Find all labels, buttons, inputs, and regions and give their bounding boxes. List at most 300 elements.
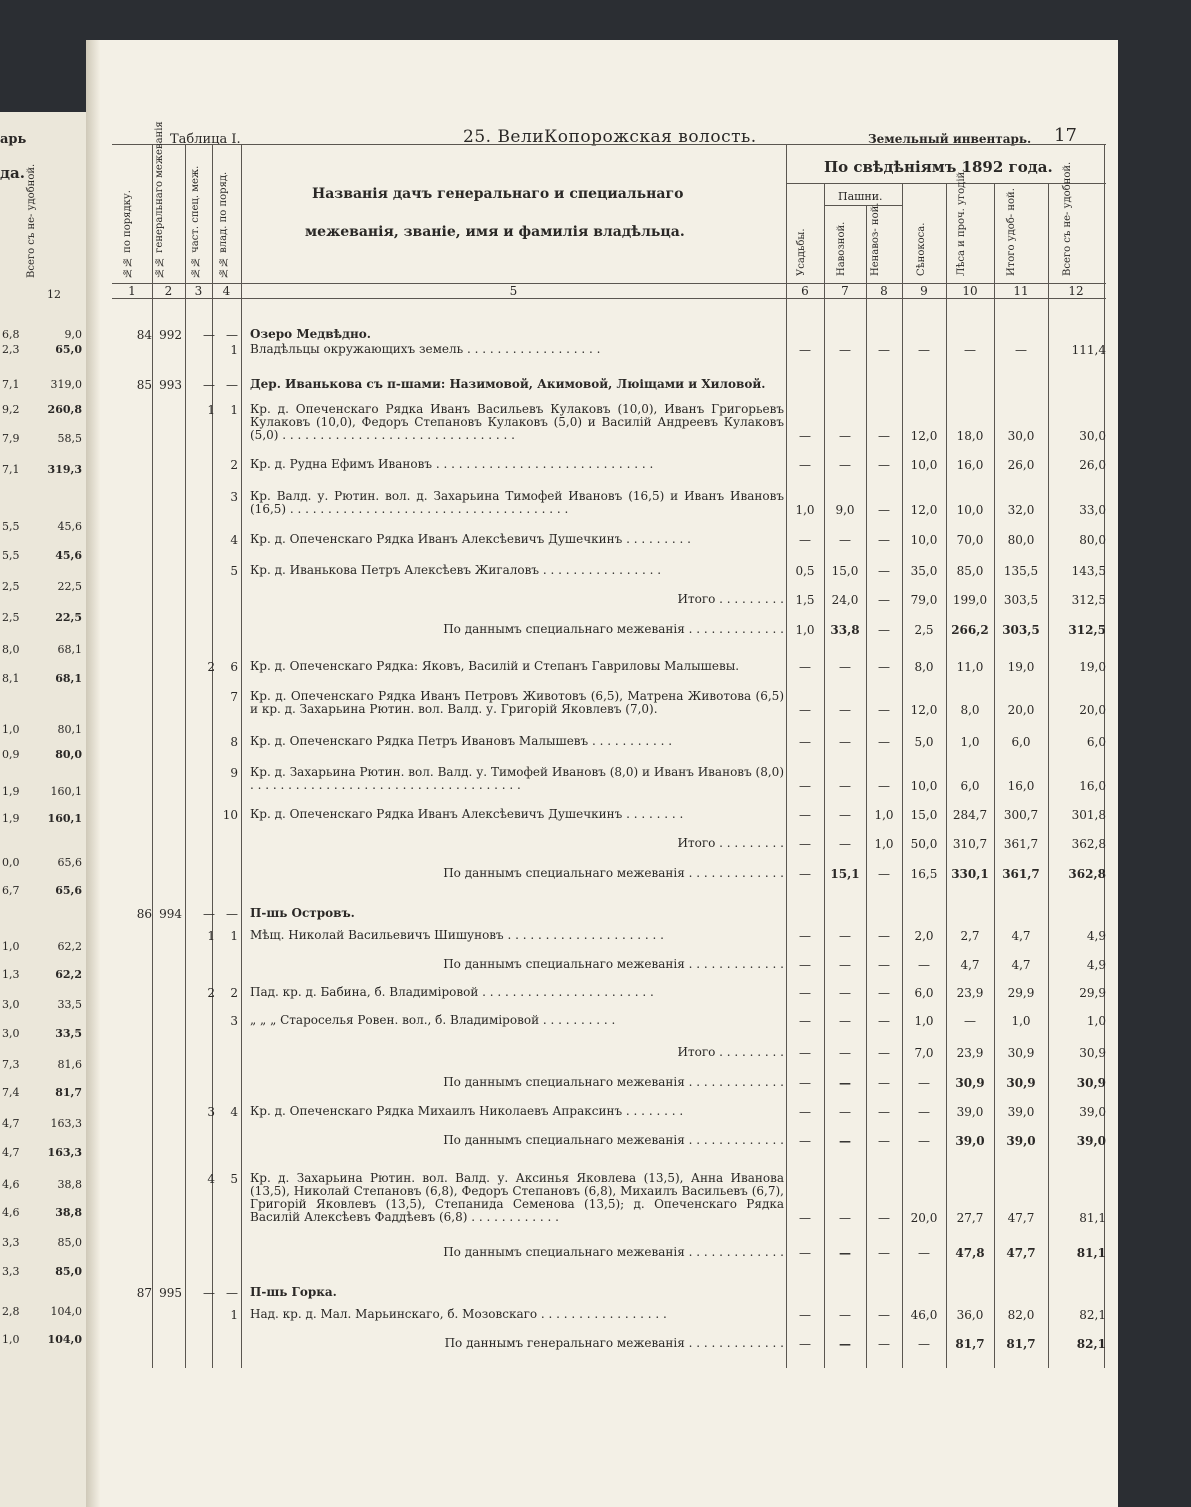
row-value-v12: 39,0 [1076,1134,1106,1148]
owner-entry: По даннымъ специальнаго межеванія . . . . . . . . . . . . . [443,957,784,971]
left-page-value: 1,0 [2,723,20,736]
row-value-v9: — [918,1076,930,1090]
row-value-v7: 24,0 [831,593,859,607]
row-value-v12: 362,8 [1068,867,1106,881]
column-number: 7 [841,284,849,298]
owner-entry: Кр. д. Опеченскаго Рядка Михаилъ Николаевъ Апраксинъ . . . . . . . . [250,1104,684,1118]
row-value-v6: — [799,958,811,972]
row-value-v7: — [839,779,851,793]
row-value-v7: — [839,1246,851,1260]
row-value-v6: — [799,703,811,717]
row-c3-cell: — [203,907,215,921]
row-value-v8: — [878,1337,890,1351]
row-c3-cell: 1 [207,403,215,417]
col-divider-4 [241,144,242,1368]
row-value-v12: 20,0 [1079,703,1106,717]
row-value-v9: 2,0 [914,929,934,943]
column-number-rule [112,298,1106,299]
row-value-v12: 1,0 [1086,1014,1106,1028]
row-c3-cell: 3 [207,1105,215,1119]
row-value-v12: 16,0 [1079,779,1106,793]
row-value-v7: — [839,1211,851,1225]
row-value-v7: — [839,1046,851,1060]
row-value-v7: — [839,458,851,472]
left-page-total: 68,1 [57,643,82,656]
row-value-v8: — [878,623,890,637]
row-value-v10: 8,0 [960,703,980,717]
column-number: 9 [920,284,928,298]
column-number: 2 [164,284,173,298]
section-label: Земельный инвентарь. [868,132,1032,146]
row-c2-cell: 994 [159,907,182,921]
left-page-total: 62,2 [55,968,82,981]
left-page-total: 33,5 [55,1027,82,1040]
row-value-v12: 33,0 [1079,503,1106,517]
row-value-v11: 361,7 [1002,867,1040,881]
row-value-v10: — [964,1014,976,1028]
left-page-total: 81,6 [57,1058,82,1071]
owner-entry: Кр. д. Опеченскаго Рядка Иванъ Петровъ Животовъ (6,5), Матрена Животова (6,5) и кр. д. Захарьина Рютин. вол. Валд. у. Григорій Яковлевъ (7,0). [250,689,784,716]
owner-entry: Итого . . . . . . . . . [677,836,784,850]
col-divider-6 [824,183,825,1368]
row-value-v12: 26,0 [1079,458,1106,472]
row-value-v9: 10,0 [910,533,938,547]
row-value-v10: 199,0 [952,593,988,607]
col-header-c2: №№ генеральнаго межеванія [154,121,165,278]
owner-entry: По даннымъ генеральнаго межеванія . . . . . . . . . . . . . [444,1336,784,1350]
left-page-total: 160,1 [50,785,82,798]
row-value-v11: 300,7 [1003,808,1039,822]
row-value-v8: — [878,533,890,547]
row-value-v11: 361,7 [1003,837,1039,851]
row-c4-cell: — [226,328,238,342]
row-value-v12: 81,1 [1076,1246,1106,1260]
row-c4-cell: — [226,378,238,392]
left-page-total: 104,0 [47,1333,82,1346]
row-value-v6: — [799,1308,811,1322]
left-page-total: 319,0 [50,378,82,391]
row-value-v10: 23,9 [956,986,984,1000]
left-page-total: 22,5 [57,580,82,593]
owner-entry: По даннымъ специальнаго межеванія . . . . . . . . . . . . . [443,866,784,880]
row-c4-cell: — [226,907,238,921]
left-page-total: 65,6 [57,856,82,869]
row-c4-cell: 6 [230,660,238,674]
row-value-v11: 80,0 [1007,533,1035,547]
row-value-v11: 1,0 [1011,1014,1031,1028]
row-value-v8: 1,0 [874,808,894,822]
row-value-v6: — [799,1246,811,1260]
owner-entry: „ „ „ Староселья Ровен. вол., б. Владиміровой . . . . . . . . . . [250,1013,616,1027]
col-header-name-line2: межеванія, званіе, имя и фамилія владѣльца. [305,224,685,240]
col-divider-5 [786,144,787,1368]
row-c3-cell: 1 [207,929,215,943]
row-value-v7: — [839,1076,851,1090]
row-value-v12: 362,8 [1071,837,1106,851]
row-value-v8: — [878,1105,890,1119]
row-value-v11: 30,0 [1007,429,1035,443]
owner-entry: По даннымъ специальнаго межеванія . . . . . . . . . . . . . [443,1075,784,1089]
row-c4-cell: 8 [230,735,238,749]
row-value-v11: 4,7 [1011,929,1031,943]
row-value-v10: 47,8 [955,1246,985,1260]
row-value-v12: 30,9 [1076,1076,1106,1090]
left-page-total: 33,5 [57,998,82,1011]
row-c3-cell: 4 [207,1172,215,1186]
row-c4-cell: 5 [230,564,238,578]
left-page-value: 1,0 [2,940,20,953]
row-value-v6: — [799,837,811,851]
row-value-v11: 4,7 [1011,958,1031,972]
row-c4-cell: 1 [230,1308,238,1322]
left-page-value: 4,7 [2,1146,20,1159]
col-header-c9: Сѣнокоса. [916,222,927,276]
left-page-fragment [0,112,86,1507]
row-c2-cell: 992 [159,328,182,342]
left-page-title: арь [0,132,27,147]
col-header-name-line1: Названія дачъ генеральнаго и специальнаго [312,186,684,202]
row-value-v9: 50,0 [910,837,938,851]
left-page-value: 2,5 [2,580,20,593]
row-value-v10: 16,0 [956,458,984,472]
row-value-v12: 301,8 [1071,808,1106,822]
owner-entry: Кр. д. Иванькова Петръ Алексѣевъ Жигаловъ . . . . . . . . . . . . . . . . [250,563,662,577]
column-number: 8 [880,284,888,298]
row-value-v12: 4,9 [1086,929,1106,943]
row-value-v8: — [878,1308,890,1322]
row-value-v11: 303,5 [1002,623,1040,637]
left-page-total: 163,3 [47,1146,82,1159]
row-value-v9: 8,0 [914,660,934,674]
col-header-c10: Лѣса и проч. угодій. [956,168,967,276]
row-value-v10: 30,9 [955,1076,985,1090]
row-value-v6: — [799,867,811,881]
estate-heading: Дер. Иванькова съ п-шами: Назимовой, Акимовой, Люіщами и Хиловой. [250,377,766,391]
left-page-value: 2,3 [2,343,20,356]
row-value-v12: 39,0 [1079,1105,1106,1119]
left-page-value: 5,5 [2,520,20,533]
row-value-v8: — [878,1246,890,1260]
left-page-value: 1,9 [2,812,20,825]
left-page-value: 7,1 [2,378,20,391]
col-header-c7: Навозной. [836,221,847,276]
left-page-total: 260,8 [47,403,82,416]
left-page-value: 6,8 [2,328,20,341]
row-value-v8: — [878,779,890,793]
row-c3-cell: 2 [207,660,215,674]
owner-entry: Кр. д. Опеченскаго Рядка Иванъ Алексѣевичъ Душечкинъ . . . . . . . . [250,807,684,821]
row-value-v8: — [878,1211,890,1225]
left-page-value: 5,5 [2,549,20,562]
row-value-v12: 6,0 [1086,735,1106,749]
row-value-v8: — [878,564,890,578]
row-value-v10: 27,7 [956,1211,984,1225]
row-value-v6: — [799,735,811,749]
estate-heading: П-шь Островъ. [250,906,355,920]
row-value-v12: 82,1 [1079,1308,1106,1322]
row-value-v9: 7,0 [914,1046,934,1060]
row-value-v6: — [799,1134,811,1148]
year-group-header: По свѣдѣніямъ 1892 года. [824,158,1053,176]
left-page-value: 3,0 [2,998,20,1011]
row-value-v11: 29,9 [1007,986,1035,1000]
row-value-v9: 35,0 [910,564,938,578]
left-page-value: 2,5 [2,611,20,624]
row-value-v9: 2,5 [914,623,934,637]
column-number: 4 [222,284,231,298]
left-page-total: 104,0 [50,1305,82,1318]
row-value-v6: — [799,429,811,443]
row-value-v7: — [839,343,851,357]
row-value-v7: — [839,837,851,851]
row-value-v6: — [799,1211,811,1225]
left-page-total: 38,8 [57,1178,82,1191]
row-value-v12: 312,5 [1068,623,1106,637]
row-value-v10: 10,0 [956,503,984,517]
left-page-total: 160,1 [47,812,82,825]
row-value-v10: 1,0 [960,735,980,749]
row-value-v7: — [839,429,851,443]
row-value-v6: — [799,1076,811,1090]
row-value-v10: 18,0 [956,429,984,443]
book-gutter [86,40,100,1507]
row-value-v7: — [839,986,851,1000]
row-value-v11: 32,0 [1007,503,1035,517]
row-value-v8: — [878,735,890,749]
row-value-v10: 330,1 [951,867,989,881]
owner-entry: По даннымъ специальнаго межеванія . . . . . . . . . . . . . [443,1133,784,1147]
row-value-v9: 79,0 [910,593,938,607]
row-value-v8: — [878,660,890,674]
row-value-v6: — [799,929,811,943]
row-value-v12: 143,5 [1071,564,1106,578]
row-value-v11: 39,0 [1007,1105,1035,1119]
row-c1-cell: 85 [136,378,152,392]
row-value-v9: — [918,1337,930,1351]
column-number: 11 [1013,284,1029,298]
row-value-v6: — [799,779,811,793]
row-value-v11: 303,5 [1003,593,1039,607]
left-page-total: 45,6 [57,520,82,533]
row-value-v11: 16,0 [1007,779,1035,793]
row-value-v10: 39,0 [956,1105,984,1119]
row-value-v9: — [918,958,930,972]
left-page-total: 80,1 [57,723,82,736]
row-c1-cell: 86 [136,907,152,921]
row-value-v12: 29,9 [1079,986,1106,1000]
row-value-v12: 30,9 [1079,1046,1106,1060]
row-value-v10: 6,0 [960,779,980,793]
column-number: 1 [128,284,136,298]
col-header-c3: №№ част. спец. меж. [190,165,201,278]
left-page-subtitle: да. [0,164,25,182]
left-page-value: 1,9 [2,785,20,798]
row-value-v9: 10,0 [910,458,938,472]
row-value-v9: 6,0 [914,986,934,1000]
row-value-v11: 30,9 [1007,1046,1035,1060]
row-value-v12: 111,4 [1071,343,1106,357]
row-value-v11: 81,7 [1006,1337,1036,1351]
left-page-total: 65,0 [55,343,82,356]
row-value-v7: — [839,735,851,749]
owner-entry: По даннымъ специальнаго межеванія . . . . . . . . . . . . . [443,1245,784,1259]
row-value-v10: 11,0 [956,660,984,674]
table-top-rule [112,144,1106,145]
row-value-v8: — [878,1076,890,1090]
estate-heading: П-шь Горка. [250,1285,337,1299]
row-value-v11: 19,0 [1007,660,1035,674]
row-value-v7: — [839,1134,851,1148]
owner-entry: Кр. д. Опеченскаго Рядка Петръ Ивановъ Малышевъ . . . . . . . . . . . [250,734,673,748]
col-divider-11 [1048,183,1049,1368]
col-header-c1: №№ по порядку. [122,190,133,278]
row-c4-cell: 1 [230,343,238,357]
row-value-v7: — [839,958,851,972]
left-page-total: 81,7 [55,1086,82,1099]
row-value-v10: 70,0 [956,533,984,547]
row-value-v9: 20,0 [910,1211,938,1225]
left-page-total: 68,1 [55,672,82,685]
row-value-v12: 30,0 [1079,429,1106,443]
left-page-total: 22,5 [55,611,82,624]
row-value-v9: 15,0 [910,808,938,822]
left-page-total: 65,6 [55,884,82,897]
col-header-c8: Ненавоз- ной. [870,202,881,276]
row-value-v12: 312,5 [1071,593,1106,607]
col-divider-8 [902,183,903,1368]
row-value-v9: 12,0 [910,429,938,443]
left-page-total: 38,8 [55,1206,82,1219]
col-header-c12: Всего съ не- удобной. [1062,161,1073,276]
column-number: 10 [962,284,978,298]
row-value-v9: — [918,1246,930,1260]
left-page-value: 3,3 [2,1236,20,1249]
left-page-value: 3,0 [2,1027,20,1040]
left-page-total: 80,0 [55,748,82,761]
row-value-v6: — [799,533,811,547]
row-value-v9: 12,0 [910,503,938,517]
row-value-v7: — [839,808,851,822]
row-value-v9: — [918,1105,930,1119]
col-divider-12 [1104,144,1105,1368]
column-number: 12 [1068,284,1084,298]
row-c4-cell: 5 [230,1172,238,1186]
left-page-value: 4,6 [2,1206,20,1219]
col-divider-9 [946,183,947,1368]
left-page-total: 163,3 [50,1117,82,1130]
row-value-v11: 30,9 [1006,1076,1036,1090]
left-page-column-header: Всего съ не- удобной. [26,163,37,278]
row-value-v7: — [839,660,851,674]
row-value-v6: — [799,986,811,1000]
left-page-value: 7,3 [2,1058,20,1071]
row-c4-cell: 3 [230,490,238,504]
left-page-value: 1,3 [2,968,20,981]
row-c3-cell: — [203,1286,215,1300]
left-page-value: 8,1 [2,672,20,685]
left-page-value: 3,3 [2,1265,20,1278]
row-value-v11: 47,7 [1006,1246,1036,1260]
row-c4-cell: 1 [230,929,238,943]
row-value-v10: 310,7 [952,837,988,851]
left-page-value: 7,1 [2,463,20,476]
left-page-value: 7,4 [2,1086,20,1099]
row-value-v11: 6,0 [1011,735,1031,749]
row-value-v6: — [799,1014,811,1028]
row-value-v6: 1,0 [795,623,815,637]
row-c4-cell: 10 [222,808,238,822]
left-page-value: 4,6 [2,1178,20,1191]
row-c1-cell: 87 [136,1286,152,1300]
row-c3-cell: — [203,328,215,342]
row-value-v12: 81,1 [1079,1211,1106,1225]
row-value-v8: — [878,458,890,472]
col-header-c4: №№ влад. по поряд. [218,171,229,278]
row-value-v8: — [878,1014,890,1028]
left-page-total: 319,3 [47,463,82,476]
row-value-v7: — [839,703,851,717]
left-page-total: 62,2 [57,940,82,953]
estate-heading: Озеро Медвѣдно. [250,327,371,341]
row-value-v10: 284,7 [952,808,988,822]
row-value-v8: — [878,503,890,517]
pashni-header: Пашни. [838,190,883,203]
row-value-v9: 1,0 [914,1014,934,1028]
row-value-v9: — [918,1134,930,1148]
row-c3-cell: — [203,378,215,392]
row-value-v6: — [799,343,811,357]
row-value-v9: 10,0 [910,779,938,793]
row-c2-cell: 995 [159,1286,182,1300]
left-page-value: 1,0 [2,1333,20,1346]
row-value-v7: 15,0 [831,564,859,578]
row-value-v7: — [839,1014,851,1028]
owner-entry: Кр. д. Захарьина Рютин. вол. Валд. у. Тимофей Ивановъ (8,0) и Иванъ Ивановъ (8,0) . . . . . . . . . . . . . . . . . . . . . . . . . . . . . . . . . . . . [250,765,784,792]
row-c4-cell: 4 [230,533,238,547]
row-value-v8: — [878,867,890,881]
row-value-v11: 47,7 [1007,1211,1035,1225]
row-value-v7: — [839,533,851,547]
owner-entry: Кр. д. Опеченскаго Рядка Иванъ Васильевъ Кулаковъ (10,0), Иванъ Григорьевъ Кулаковъ (10,0), Федоръ Степановъ Кулаковъ (5,0) и Василій Андреевъ Кулаковъ (5,0) . . . . . . . . . . . . . . . . . . . . . . . . . . . . . . . [250,402,784,442]
page-title: 25. ВелиКопорожская волость. [463,127,757,147]
table-label: Таблица I. [170,132,241,147]
row-value-v7: — [839,929,851,943]
left-page-value: 4,7 [2,1117,20,1130]
row-c4-cell: 3 [230,1014,238,1028]
row-c4-cell: 9 [230,766,238,780]
row-value-v10: 4,7 [960,958,980,972]
row-value-v8: — [878,1134,890,1148]
row-value-v10: 81,7 [955,1337,985,1351]
row-value-v10: 85,0 [956,564,984,578]
owner-entry: Над. кр. д. Мал. Марьинскаго, б. Мозовскаго . . . . . . . . . . . . . . . . . [250,1307,667,1321]
column-number: 3 [194,284,203,298]
column-number: 6 [801,284,809,298]
row-value-v10: 2,7 [960,929,980,943]
col-header-c11: Итого удоб- ной. [1006,188,1017,276]
owner-entry: Кр. д. Опеченскаго Рядка: Яковъ, Василій и Степанъ Гавриловы Малышевы. [250,659,740,673]
owner-entry: Кр. д. Захарьина Рютин. вол. Валд. у. Аксинья Яковлева (13,5), Анна Иванова (13,5), Николай Степановъ (6,8), Федоръ Степановъ (6,8), Михаилъ Васильевъ (6,7), Григорій Яковлевъ (13,5), Степанида Семенова (13,5); д. Опеченскаго Рядка Василій Алексѣевъ Фаддѣевъ (6,8) . . . . . . . . . . . . [250,1171,784,1224]
row-value-v11: — [1015,343,1027,357]
row-value-v9: — [918,343,930,357]
left-page-total: 85,0 [55,1265,82,1278]
row-c4-cell: 4 [230,1105,238,1119]
row-value-v8: — [878,958,890,972]
owner-entry: Мѣщ. Николай Васильевичъ Шишуновъ . . . . . . . . . . . . . . . . . . . . . [250,928,664,942]
left-page-column-number: 12 [47,288,61,301]
row-value-v12: 4,9 [1086,958,1106,972]
row-value-v10: — [964,343,976,357]
